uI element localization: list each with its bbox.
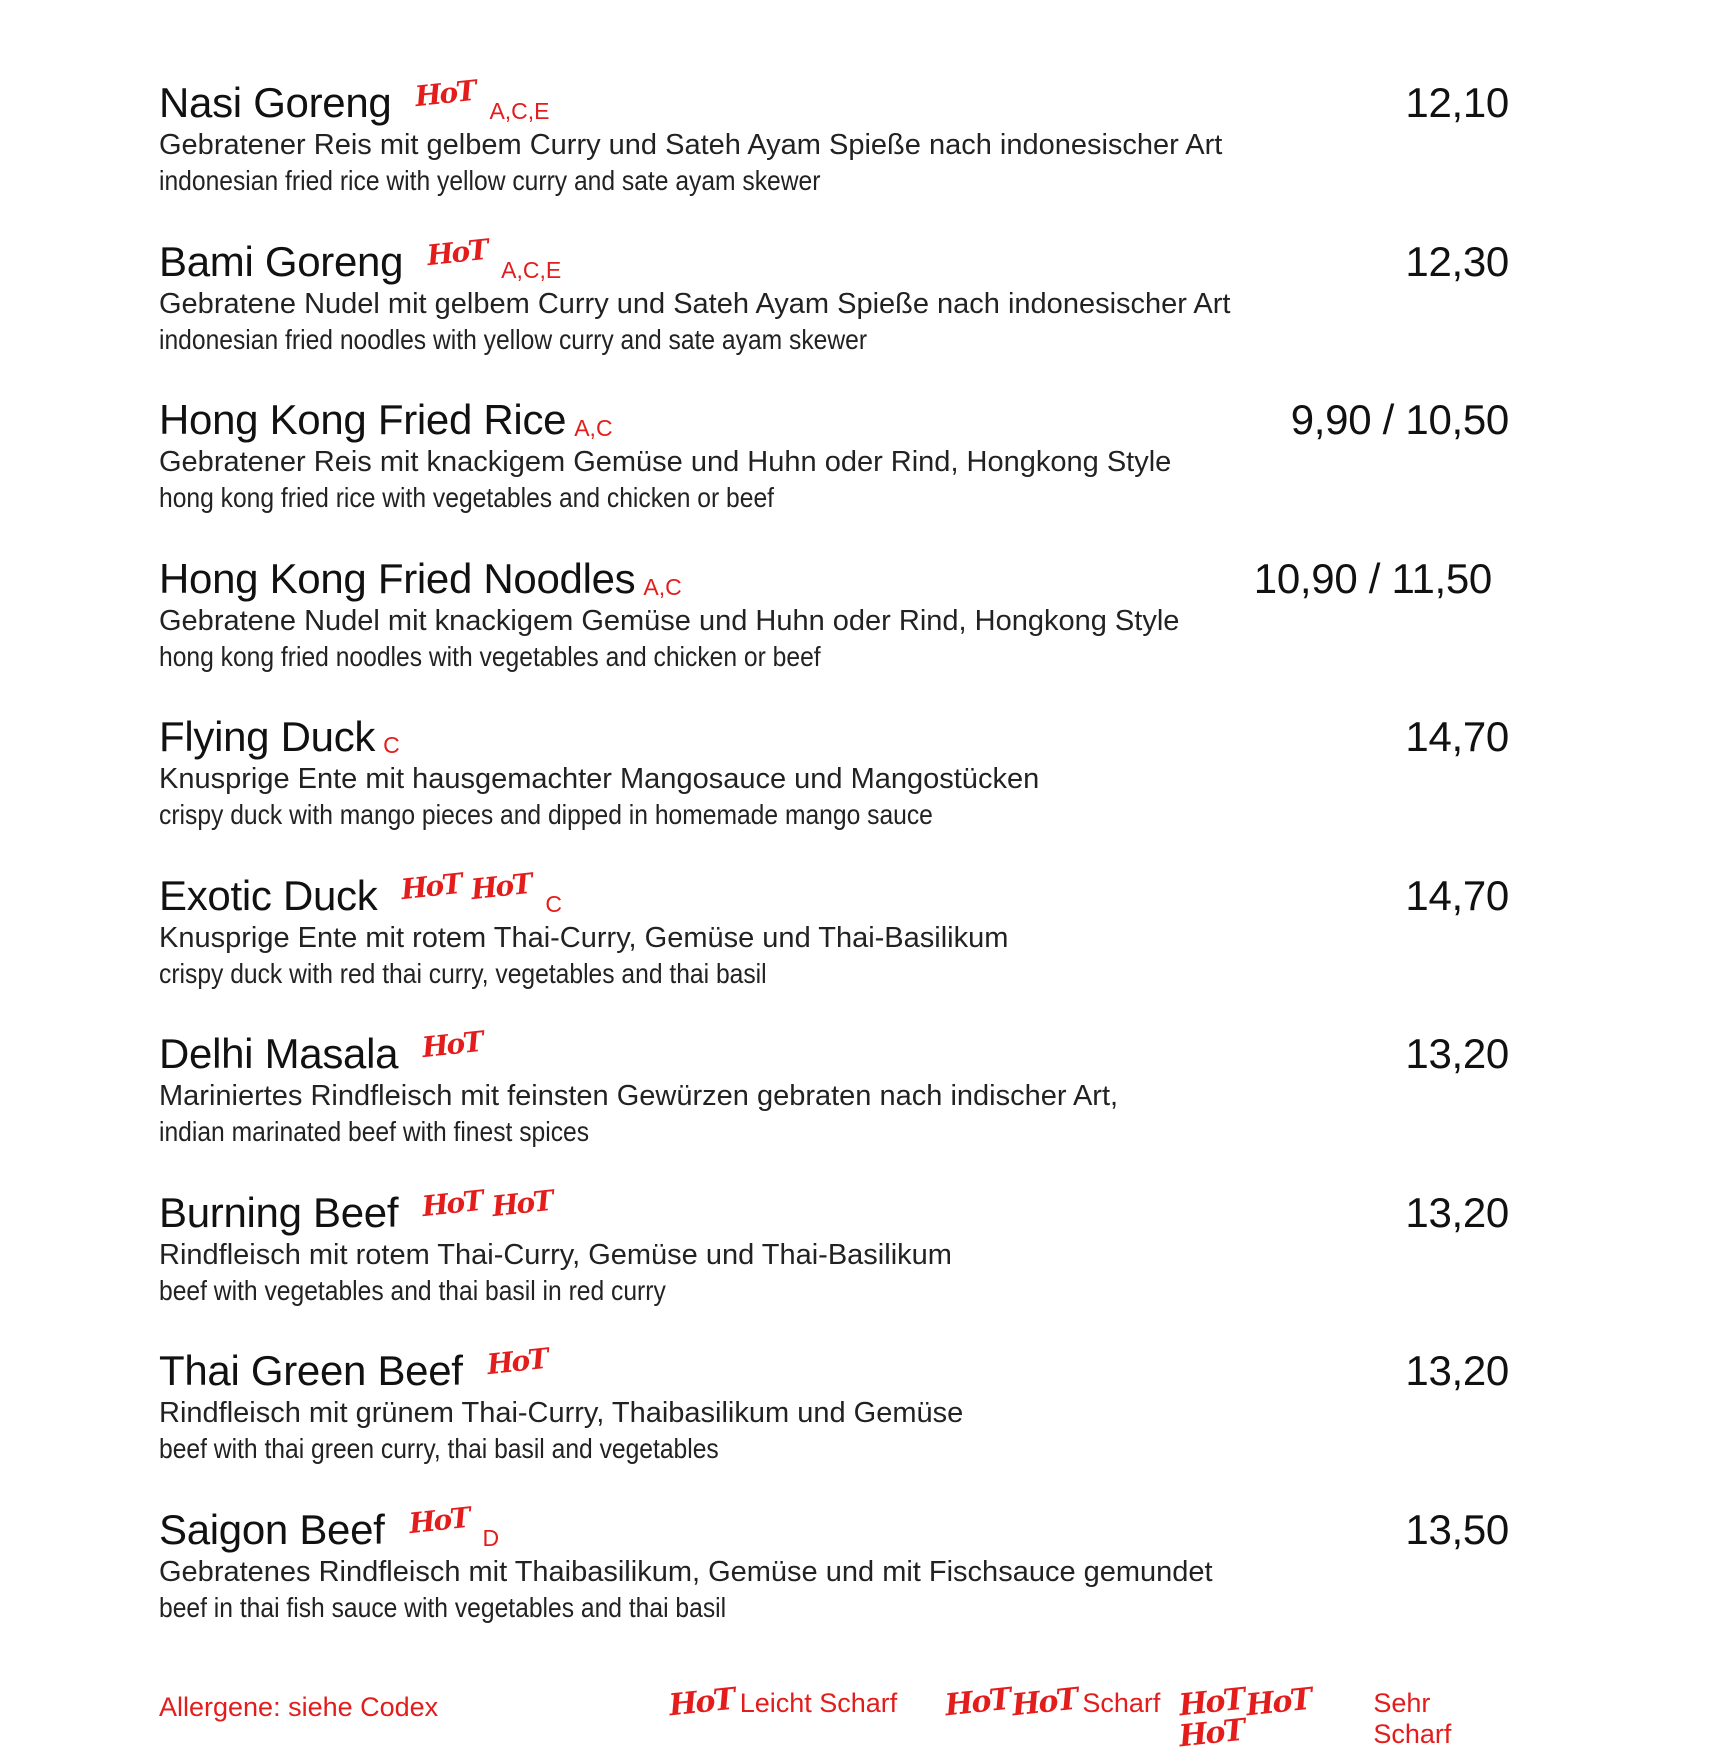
description-english: indonesian fried rice with yellow curry and sate ayam skewer (159, 165, 821, 196)
menu-footer (159, 1681, 1509, 1754)
hot-chili-icon: HoT (1243, 1681, 1312, 1724)
description-english: beef with thai green curry, thai basil and vegetables (159, 1433, 719, 1464)
dish-name: Saigon Beef (159, 1505, 385, 1553)
hot-chili-icon: HoT (425, 232, 489, 272)
allergen-codes: D (482, 1524, 500, 1551)
menu-list (159, 73, 1509, 1663)
description-german: Gebratene Nudel mit knackigem Gemüse und Huhn oder Rind, Hongkong Style (159, 604, 1180, 637)
spice-legend-mild (667, 1681, 898, 1724)
description-english: indonesian fried noodles with yellow curry and sate ayam skewer (159, 323, 868, 355)
allergen-codes: C (545, 890, 562, 917)
dish-price: 13,20 (1405, 1030, 1509, 1077)
spice-level (667, 1681, 736, 1724)
menu-item (159, 73, 1509, 237)
menu-item (159, 554, 1509, 713)
description-german: Gebratenes Rindfleisch mit Thaibasilikum, Gemüse und mit Fischsauce gemundet (159, 1555, 1213, 1588)
dish-price: 14,70 (1405, 871, 1509, 919)
menu-item (159, 1183, 1509, 1347)
hot-chili-icon: HoT (420, 1183, 484, 1223)
description-german: Mariniertes Rindfleisch mit feinsten Gewürzen gebraten nach indischer Art, (159, 1080, 1119, 1112)
dish-name: Nasi Goreng (159, 79, 392, 126)
dish-price: 12,30 (1405, 237, 1509, 285)
description-english: crispy duck with mango pieces and dipped in homemade mango sauce (159, 799, 933, 830)
spice-level (413, 73, 477, 114)
hot-chili-icon: HoT (1009, 1681, 1078, 1724)
description-german: Knusprige Ente mit hausgemachter Mangosauce und Mangostücken (159, 763, 1040, 795)
description-english: crispy duck with red thai curry, vegetables and thai basil (159, 957, 767, 989)
spice-level (425, 232, 489, 272)
allergen-codes: A,C,E (489, 98, 550, 124)
spice-legend-label: Scharf (1082, 1688, 1161, 1718)
dish-name: Exotic Duck (159, 871, 378, 919)
spice-level (943, 1681, 1078, 1724)
description-english: beef with vegetables and thai basil in red curry (159, 1274, 666, 1306)
hot-chili-icon: HoT (399, 866, 463, 906)
allergen-codes: C (383, 732, 400, 758)
menu-item (159, 1500, 1509, 1664)
menu-item (159, 712, 1509, 871)
allergen-note: Allergene: siehe Codex (159, 1692, 439, 1722)
menu-item (159, 866, 1509, 1030)
description-english: hong kong fried rice with vegetables and chicken or beef (159, 482, 775, 513)
spice-legend-label: Sehr Scharf (1373, 1688, 1452, 1749)
hot-chili-icon: HoT (485, 1341, 549, 1382)
dish-name: Hong Kong Fried Noodles (159, 554, 636, 602)
description-german: Gebratene Nudel mit gelbem Curry und Sateh Ayam Spieße nach indonesischer Art (159, 287, 1231, 320)
menu-item (159, 232, 1509, 396)
dish-price: 9,90 / 10,50 (1290, 396, 1509, 443)
menu-item (159, 1341, 1509, 1505)
spice-level (399, 866, 533, 906)
hot-chili-icon: HoT (420, 1024, 484, 1065)
spice-level (406, 1500, 471, 1540)
hot-chili-icon: HoT (490, 1183, 554, 1223)
dish-price: 13,50 (1405, 1505, 1509, 1553)
dish-price: 13,20 (1405, 1188, 1509, 1236)
dish-price: 14,70 (1405, 713, 1509, 760)
description-german: Rindfleisch mit rotem Thai-Curry, Gemüse und Thai-Basilikum (159, 1238, 952, 1271)
spice-legend-medium (943, 1681, 1161, 1724)
allergen-codes: A,C,E (501, 256, 562, 283)
dish-price: 12,10 (1405, 79, 1509, 126)
dish-name: Flying Duck (159, 713, 376, 760)
dish-name: Bami Goreng (159, 237, 404, 285)
hot-chili-icon: HoT (406, 1500, 471, 1540)
hot-chili-icon: HoT (1177, 1712, 1246, 1754)
spice-level (420, 1024, 484, 1065)
dish-price: 13,20 (1405, 1347, 1509, 1394)
description-german: Gebratener Reis mit knackigem Gemüse und Huhn oder Rind, Hongkong Style (159, 446, 1172, 478)
hot-chili-icon: HoT (667, 1681, 736, 1724)
allergen-codes: A,C (574, 415, 613, 441)
description-english: indian marinated beef with finest spices (159, 1116, 590, 1147)
allergen-codes: A,C (643, 573, 682, 600)
hot-chili-icon: HoT (413, 73, 477, 114)
dish-name: Hong Kong Fried Rice (159, 396, 567, 443)
description-german: Knusprige Ente mit rotem Thai-Curry, Gemüse und Thai-Basilikum (159, 921, 1009, 954)
spice-legend-hot (1177, 1681, 1509, 1754)
dish-name: Thai Green Beef (159, 1347, 463, 1394)
spice-level (485, 1341, 549, 1382)
description-german: Gebratener Reis mit gelbem Curry und Sateh Ayam Spieße nach indonesischer Art (159, 129, 1223, 161)
spice-legend-label: Leicht Scharf (739, 1688, 898, 1718)
description-german: Rindfleisch mit grünem Thai-Curry, Thaibasilikum und Gemüse (159, 1397, 964, 1429)
dish-name: Burning Beef (159, 1188, 399, 1236)
menu-item (159, 1024, 1509, 1188)
dish-name: Delhi Masala (159, 1030, 399, 1077)
hot-chili-icon: HoT (943, 1681, 1012, 1724)
description-english: hong kong fried noodles with vegetables and chicken or beef (159, 640, 821, 672)
spice-level (1177, 1681, 1369, 1754)
hot-chili-icon: HoT (469, 866, 533, 906)
description-english: beef in thai fish sauce with vegetables and thai basil (159, 1591, 727, 1623)
hot-chili-icon: HoT (1177, 1681, 1246, 1724)
spice-level (420, 1183, 554, 1223)
dish-price: 10,90 / 11,50 (1253, 554, 1492, 602)
menu-item (159, 395, 1509, 554)
